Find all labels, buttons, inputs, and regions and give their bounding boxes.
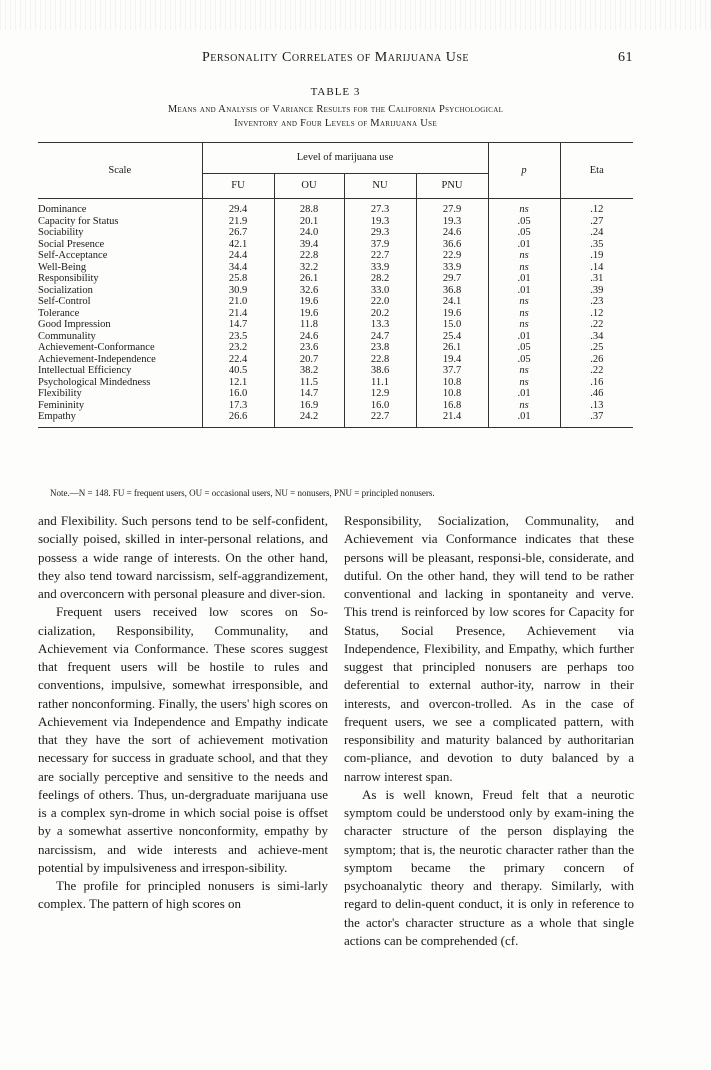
table-cell-scale: Socialization — [38, 284, 93, 296]
table-cell-ou: 39.4 — [274, 239, 344, 251]
table-cell-nu: 37.9 — [344, 239, 416, 251]
table-cell-ou: 24.6 — [274, 331, 344, 343]
table-cell-scale: Sociability — [38, 227, 84, 238]
table-cell-pnu: 36.6 — [416, 239, 488, 251]
table-cell-ou: 26.1 — [274, 273, 344, 285]
table-cell-scale: Well-Being — [38, 261, 87, 273]
table-cell-p: ns — [488, 308, 560, 320]
table-cell-fu: 30.9 — [202, 285, 274, 297]
table-cell-eta: .13 — [590, 399, 604, 411]
table-cell-pnu: 29.7 — [416, 273, 488, 285]
table-cell-eta: .19 — [590, 250, 604, 261]
table-caption-line: Inventory and Four Levels of Marijuana Use — [234, 118, 437, 129]
column-header-scale: Scale — [38, 143, 202, 199]
table-cell-eta: .14 — [590, 261, 604, 273]
table-cell-pnu: 33.9 — [416, 262, 488, 274]
table-cell-ou: 23.6 — [274, 342, 344, 354]
table-cell-fu: 21.0 — [202, 296, 274, 308]
table-cell-p: ns — [488, 400, 560, 412]
table-cell-eta: .37 — [590, 411, 604, 422]
table-cell-eta: .27 — [590, 215, 604, 227]
table-cell-ou: 11.8 — [274, 319, 344, 331]
table-cell-scale: Intellectual Efficiency — [38, 365, 132, 376]
table-cell-eta: .35 — [590, 238, 604, 250]
table-cell-pnu: 37.7 — [416, 365, 488, 377]
column-group-header: Level of marijuana use — [202, 143, 488, 174]
table-row — [38, 239, 633, 251]
table-cell-p: .05 — [488, 227, 560, 239]
table-cell-p: .05 — [488, 354, 560, 366]
table-cell-ou: 19.6 — [274, 308, 344, 320]
table-cell-fu: 42.1 — [202, 239, 274, 251]
table-row — [38, 262, 633, 274]
table-cell-eta: .26 — [590, 353, 604, 365]
table-cell-p: .01 — [488, 331, 560, 343]
table-cell-nu: 28.2 — [344, 273, 416, 285]
table-cell-eta: .12 — [590, 307, 604, 319]
table-cell-scale: Achievement-Conformance — [38, 342, 155, 353]
table-cell-scale: Empathy — [38, 411, 76, 422]
table-cell-ou: 11.5 — [274, 377, 344, 389]
table-cell-scale: Communality — [38, 330, 96, 342]
table-cell-fu: 26.6 — [202, 411, 274, 427]
table-label: TABLE 3 — [310, 86, 361, 98]
table-cell-fu: 16.0 — [202, 388, 274, 400]
paragraph: and Flexibility. Such persons tend to be self-confident, socially poised, skilled in inter-personal relations, and possess a wide range of interests. On the other hand, they also tend toward narcissism, self-aggrandizement, and overconcern with personal pleasure and diver-sion. — [38, 513, 328, 601]
table-cell-nu: 11.1 — [344, 377, 416, 389]
running-header — [38, 50, 633, 70]
table-cell-scale: Psychological Mindedness — [38, 376, 151, 388]
table-cell-p: ns — [488, 377, 560, 389]
column-header-eta: Eta — [560, 143, 633, 199]
table-cell-pnu: 24.6 — [416, 227, 488, 239]
table-cell-eta: .34 — [590, 330, 604, 342]
table-cell-p: .05 — [488, 342, 560, 354]
table-cell-fu: 23.2 — [202, 342, 274, 354]
table-cell-p: .01 — [488, 285, 560, 297]
table-row — [38, 319, 633, 331]
table-cell-scale: Self-Acceptance — [38, 250, 108, 261]
table-cell-scale: Femininity — [38, 399, 85, 411]
table-cell-pnu: 27.9 — [416, 199, 488, 216]
table-cell-nu: 27.3 — [344, 199, 416, 216]
table-cell-ou: 32.2 — [274, 262, 344, 274]
table-row — [38, 308, 633, 320]
table-cell-pnu: 19.4 — [416, 354, 488, 366]
table-cell-eta: .12 — [590, 204, 604, 215]
table-cell-ou: 28.8 — [274, 199, 344, 216]
table-cell-pnu: 10.8 — [416, 388, 488, 400]
table-cell-nu: 20.2 — [344, 308, 416, 320]
table-cell-scale: Self-Control — [38, 296, 91, 307]
table-cell-eta: .22 — [590, 319, 604, 330]
table-cell-nu: 22.7 — [344, 411, 416, 427]
table-cell-fu: 29.4 — [202, 199, 274, 216]
table-row — [38, 285, 633, 297]
table-cell-eta: .31 — [590, 273, 604, 284]
table-cell-nu: 16.0 — [344, 400, 416, 412]
table-cell-pnu: 16.8 — [416, 400, 488, 412]
running-title: Personality Correlates of Marijuana Use — [201, 50, 470, 65]
page-number: 61 — [618, 50, 633, 65]
table-row — [38, 250, 633, 262]
table-cell-p: .01 — [488, 239, 560, 251]
table-cell-nu: 19.3 — [344, 216, 416, 228]
table-cell-p: ns — [488, 319, 560, 331]
table-cell-ou: 14.7 — [274, 388, 344, 400]
column-header-ou: OU — [274, 174, 344, 199]
right-column — [344, 512, 634, 950]
table-row — [38, 354, 633, 366]
table-cell-pnu: 15.0 — [416, 319, 488, 331]
table-cell-nu: 38.6 — [344, 365, 416, 377]
table-cell-pnu: 26.1 — [416, 342, 488, 354]
table-cell-fu: 25.8 — [202, 273, 274, 285]
table-cell-nu: 22.8 — [344, 354, 416, 366]
table-cell-eta: .25 — [590, 342, 604, 353]
table-cell-nu: 33.0 — [344, 285, 416, 297]
table-row — [38, 216, 633, 228]
table-row — [38, 273, 633, 285]
table-cell-nu: 33.9 — [344, 262, 416, 274]
column-header-fu: FU — [202, 174, 274, 199]
table-caption-line: Means and Analysis of Variance Results for the California Psychological — [167, 104, 504, 115]
table-row — [38, 377, 633, 389]
table-row — [38, 331, 633, 343]
table-cell-ou: 20.1 — [274, 216, 344, 228]
table-cell-ou: 16.9 — [274, 400, 344, 412]
table-cell-fu: 14.7 — [202, 319, 274, 331]
table-cell-p: .01 — [488, 273, 560, 285]
table-cell-fu: 21.9 — [202, 216, 274, 228]
table-cell-nu: 22.7 — [344, 250, 416, 262]
table-cell-p: .01 — [488, 388, 560, 400]
table-cell-scale: Achievement-Independence — [38, 353, 156, 365]
table-cell-ou: 38.2 — [274, 365, 344, 377]
table-cell-p: ns — [488, 199, 560, 216]
table-cell-fu: 26.7 — [202, 227, 274, 239]
table-row — [38, 388, 633, 400]
table-cell-ou: 20.7 — [274, 354, 344, 366]
paragraph: Frequent users received low scores on So-cialization, Responsibility, Communality, and Achievement via Conformance. These scores suggest that frequent users will be hostile to rules and conventions, impulsive, somewhat irresponsible, and rather nonconforming. Finally, the users' high scores on Achievement via Independence and Empathy indicate that they have the sort of achievement motivation necessary for success in graduate school, and that they are socially perceptive and sensitive to the needs and feelings of others. Thus, un-dergraduate marijuana use is a complex syn-drome in which social poise is offset by a somewhat assertive nonconformity, empathy by narcissism, and wide interests and achieve-ment potential by impulsiveness and irrespon-sibility. — [38, 604, 328, 875]
table-cell-p: .05 — [488, 216, 560, 228]
data-table-wrapper — [38, 142, 633, 428]
table-cell-p: ns — [488, 365, 560, 377]
table-cell-fu: 24.4 — [202, 250, 274, 262]
table-note: Note.—N = 148. FU = frequent users, OU = occasional users, NU = nonusers, PNU = principled nonusers. — [50, 488, 435, 498]
table-cell-pnu: 24.1 — [416, 296, 488, 308]
table-row — [38, 342, 633, 354]
table-cell-fu: 34.4 — [202, 262, 274, 274]
table-caption — [38, 103, 633, 131]
table-cell-nu: 23.8 — [344, 342, 416, 354]
table-cell-pnu: 36.8 — [416, 285, 488, 297]
table-cell-p: ns — [488, 250, 560, 262]
table-cell-ou: 24.2 — [274, 411, 344, 427]
table-cell-scale: Responsibility — [38, 273, 99, 284]
table-cell-pnu: 25.4 — [416, 331, 488, 343]
table-cell-ou: 19.6 — [274, 296, 344, 308]
table-cell-fu: 23.5 — [202, 331, 274, 343]
table-cell-nu: 22.0 — [344, 296, 416, 308]
table-cell-nu: 24.7 — [344, 331, 416, 343]
table-cell-scale: Social Presence — [38, 238, 105, 250]
column-header-p: p — [488, 143, 560, 199]
table-cell-ou: 32.6 — [274, 285, 344, 297]
table-body — [38, 199, 633, 428]
table-cell-ou: 24.0 — [274, 227, 344, 239]
column-header-pnu: PNU — [416, 174, 488, 199]
table-row — [38, 227, 633, 239]
table-cell-eta: .39 — [590, 284, 604, 296]
table-cell-pnu: 19.3 — [416, 216, 488, 228]
table-cell-fu: 12.1 — [202, 377, 274, 389]
table-cell-scale: Good Impression — [38, 319, 111, 330]
table-cell-pnu: 10.8 — [416, 377, 488, 389]
paragraph: The profile for principled nonusers is simi-larly complex. The pattern of high scores on — [38, 878, 328, 912]
table-cell-eta: .46 — [590, 388, 604, 399]
table-row — [38, 411, 633, 427]
column-header-nu: NU — [344, 174, 416, 199]
paragraph: Responsibility, Socialization, Communality, and Achievement via Conformance indicates that these persons will be pleasant, responsi-ble, considerate, and dutiful. On the other hand, they will tend to be rather conventional and lacking in spontaneity and verve. This trend is reinforced by low scores for Capacity for Status, Social Presence, Achievement via Independence, Flexibility, and Empathy, which further suggest that principled nonusers are perhaps too deferential to external author-ity, narrow in their interests, and overcon-trolled. As in the case of frequent users, we see a complicated pattern, with responsibility and maturity balanced by authoritarian com-pliance, and devotion to duty balanced by a narrow interest span. — [344, 513, 634, 784]
paragraph: As is well known, Freud felt that a neurotic symptom could be understood only by exam-ining the character structure of the person displaying the symptom; that is, the neurotic character rather than the symptom became the primary concern of psychoanalytic theory and therapy. Similarly, with regard to delin-quent conduct, it is only in reference to the actor's character structure as a whole that single actions can be comprehended (cf. — [344, 786, 634, 948]
table-cell-ou: 22.8 — [274, 250, 344, 262]
table-cell-eta: .16 — [590, 376, 604, 388]
table-cell-scale: Dominance — [38, 204, 87, 215]
table-cell-scale: Tolerance — [38, 307, 80, 319]
table-cell-p: ns — [488, 296, 560, 308]
data-table — [38, 142, 633, 428]
table-cell-pnu: 22.9 — [416, 250, 488, 262]
left-column — [38, 512, 328, 914]
table-cell-nu: 29.3 — [344, 227, 416, 239]
table-row — [38, 199, 633, 216]
table-cell-scale: Capacity for Status — [38, 215, 119, 227]
table-row — [38, 400, 633, 412]
table-cell-nu: 12.9 — [344, 388, 416, 400]
table-cell-p: ns — [488, 262, 560, 274]
table-cell-scale: Flexibility — [38, 388, 82, 399]
table-row — [38, 365, 633, 377]
table-cell-fu: 22.4 — [202, 354, 274, 366]
table-cell-eta: .22 — [590, 365, 604, 376]
table-cell-p: .01 — [488, 411, 560, 427]
table-cell-fu: 21.4 — [202, 308, 274, 320]
table-cell-pnu: 21.4 — [416, 411, 488, 427]
table-cell-nu: 13.3 — [344, 319, 416, 331]
table-cell-pnu: 19.6 — [416, 308, 488, 320]
table-cell-fu: 17.3 — [202, 400, 274, 412]
scan-noise — [0, 0, 711, 30]
table-row — [38, 296, 633, 308]
table-cell-eta: .23 — [590, 296, 604, 307]
table-cell-fu: 40.5 — [202, 365, 274, 377]
table-cell-eta: .24 — [590, 227, 604, 238]
